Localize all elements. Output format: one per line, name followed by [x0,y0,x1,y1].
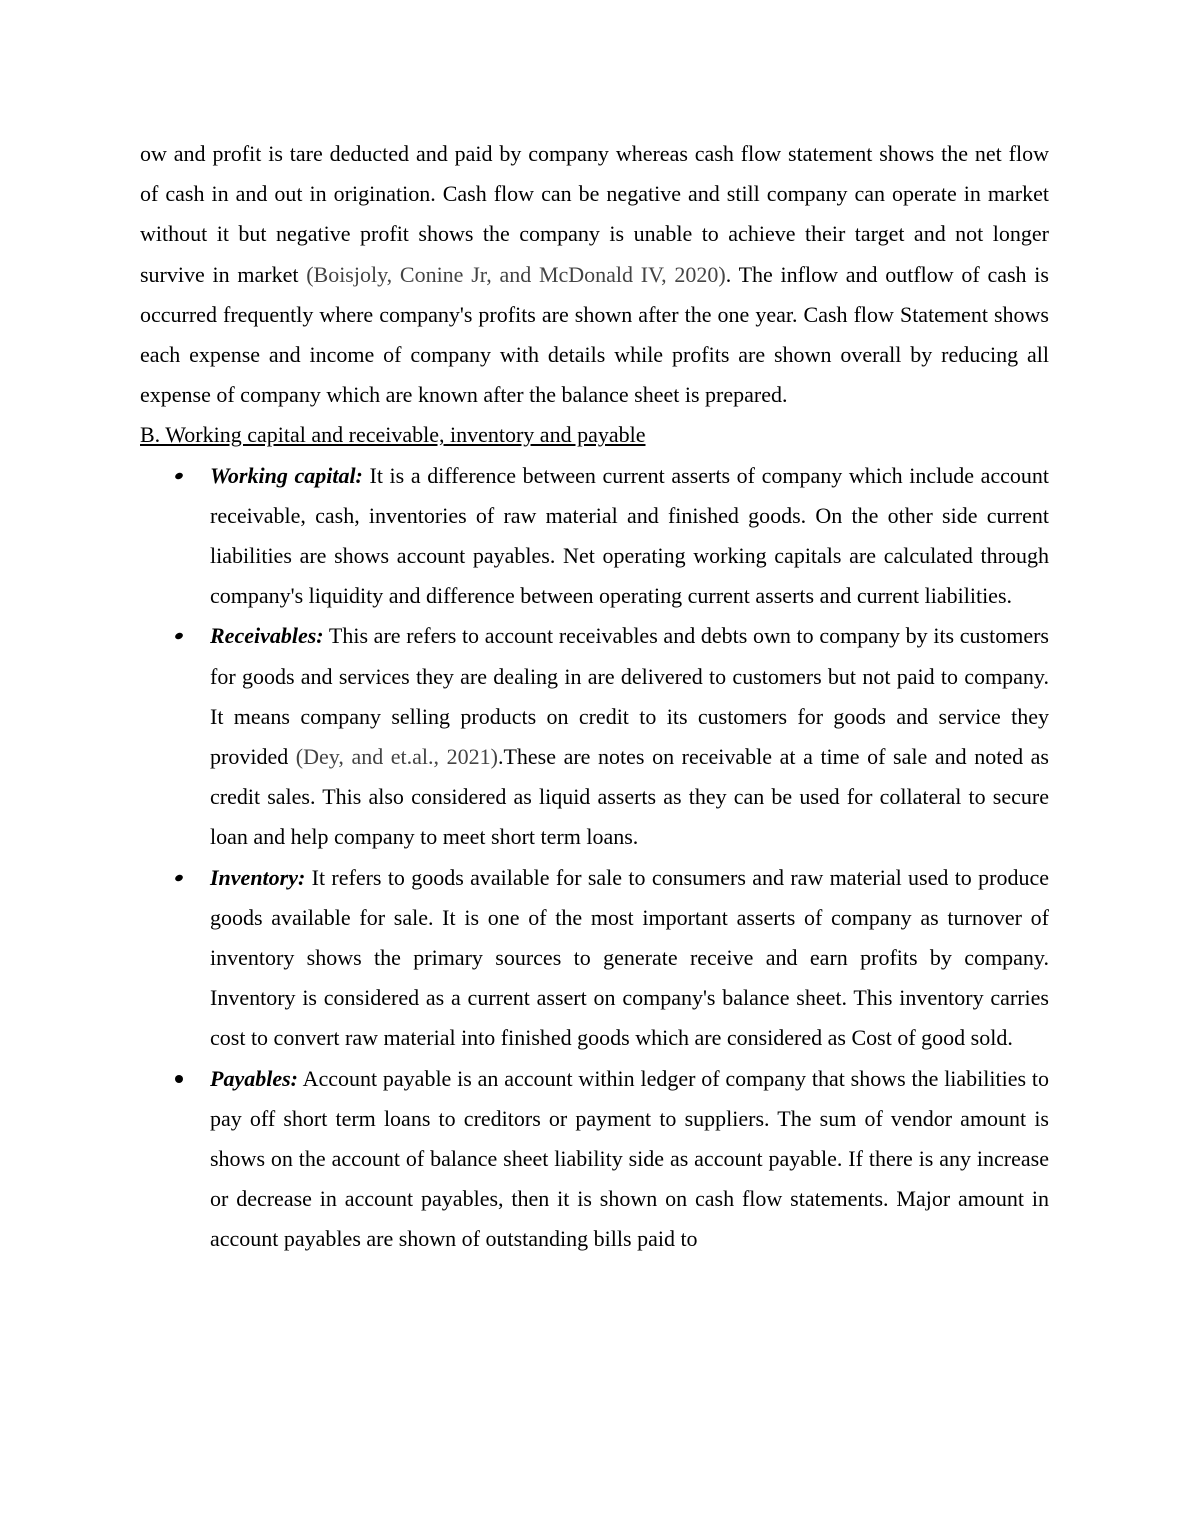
bullet-term: Receivables: [210,623,324,649]
bullet-icon [174,873,184,882]
bullet-text-continued: .These are notes on receivable at a time of sale and noted as credit sales. This also considered as liquid asserts as they can be used for collateral to secure loan and help company to meet short term loans. [210,744,1049,850]
bullet-text: Account payable is an account within ledger of company that shows the liabilities to pay off short term loans to creditors or payment to suppliers. The sum of vendor amount is shows on the account of balance sheet liability side as account payable. If there is any increase or decrease in account payables, then it is shown on cash flow statements. Major amount in account payables are shown of outstanding bills paid to [210,1065,1049,1252]
intro-citation: (Boisjoly, Conine Jr, and McDonald IV, 2020) [306,261,726,287]
bullet-receivables [140,616,1049,857]
bullet-icon [174,632,184,641]
bullet-term: Payables: [210,1065,298,1091]
bullet-inventory [140,858,1049,1059]
bullet-icon [174,471,184,480]
bullet-text: This are refers to account receivables and debts own to company by its customers for goods and services they are dealing in are delivered to customers but not paid to company. It means company selling products on credit to its customers for goods and service they provided [210,623,1049,770]
bullet-text: It is a difference between current asserts of company which include account receivable, cash, inventories of raw material and finished goods. On the other side current liabilities are shows account payables. Net operating working capitals are calculated through company's liquidity and difference between operating current asserts and current liabilities. [210,462,1050,609]
bullet-icon [175,1075,183,1083]
bullet-payables [140,1059,1049,1260]
intro-paragraph [140,134,1049,415]
bullet-list [140,456,1049,1260]
document-page [140,134,1049,1260]
intro-text-a: ow and profit is tare deducted and paid by company whereas cash flow statement shows the net flow of cash in and out in origination. Cash flow can be negative and still company can operate in market without it but negative profit shows the company is unable to achieve their target and not longer survive in market [140,141,1049,287]
bullet-working-capital [140,456,1049,617]
bullet-text: It refers to goods available for sale to consumers and raw material used to produce goods available for sale. It is one of the most important asserts of company as turnover of inventory shows the primary sources to generate receive and earn profits by company. Inventory is considered as a current assert on company's balance sheet. This inventory carries cost to convert raw material into finished goods which are considered as Cost of good sold. [210,864,1049,1051]
bullet-term: Inventory: [210,864,306,890]
intro-text-b: . The inflow and outflow of cash is occurred frequently where company's profits are shown after the one year. Cash flow Statement shows each expense and income of company with details while profits are shown overall by reducing all expense of company which are known after the balance sheet is prepared. [140,261,1049,408]
section-heading: B. Working capital and receivable, inventory and payable [140,422,646,448]
bullet-term: Working capital: [210,462,363,488]
bullet-citation: (Dey, and et.al., 2021) [295,744,498,770]
